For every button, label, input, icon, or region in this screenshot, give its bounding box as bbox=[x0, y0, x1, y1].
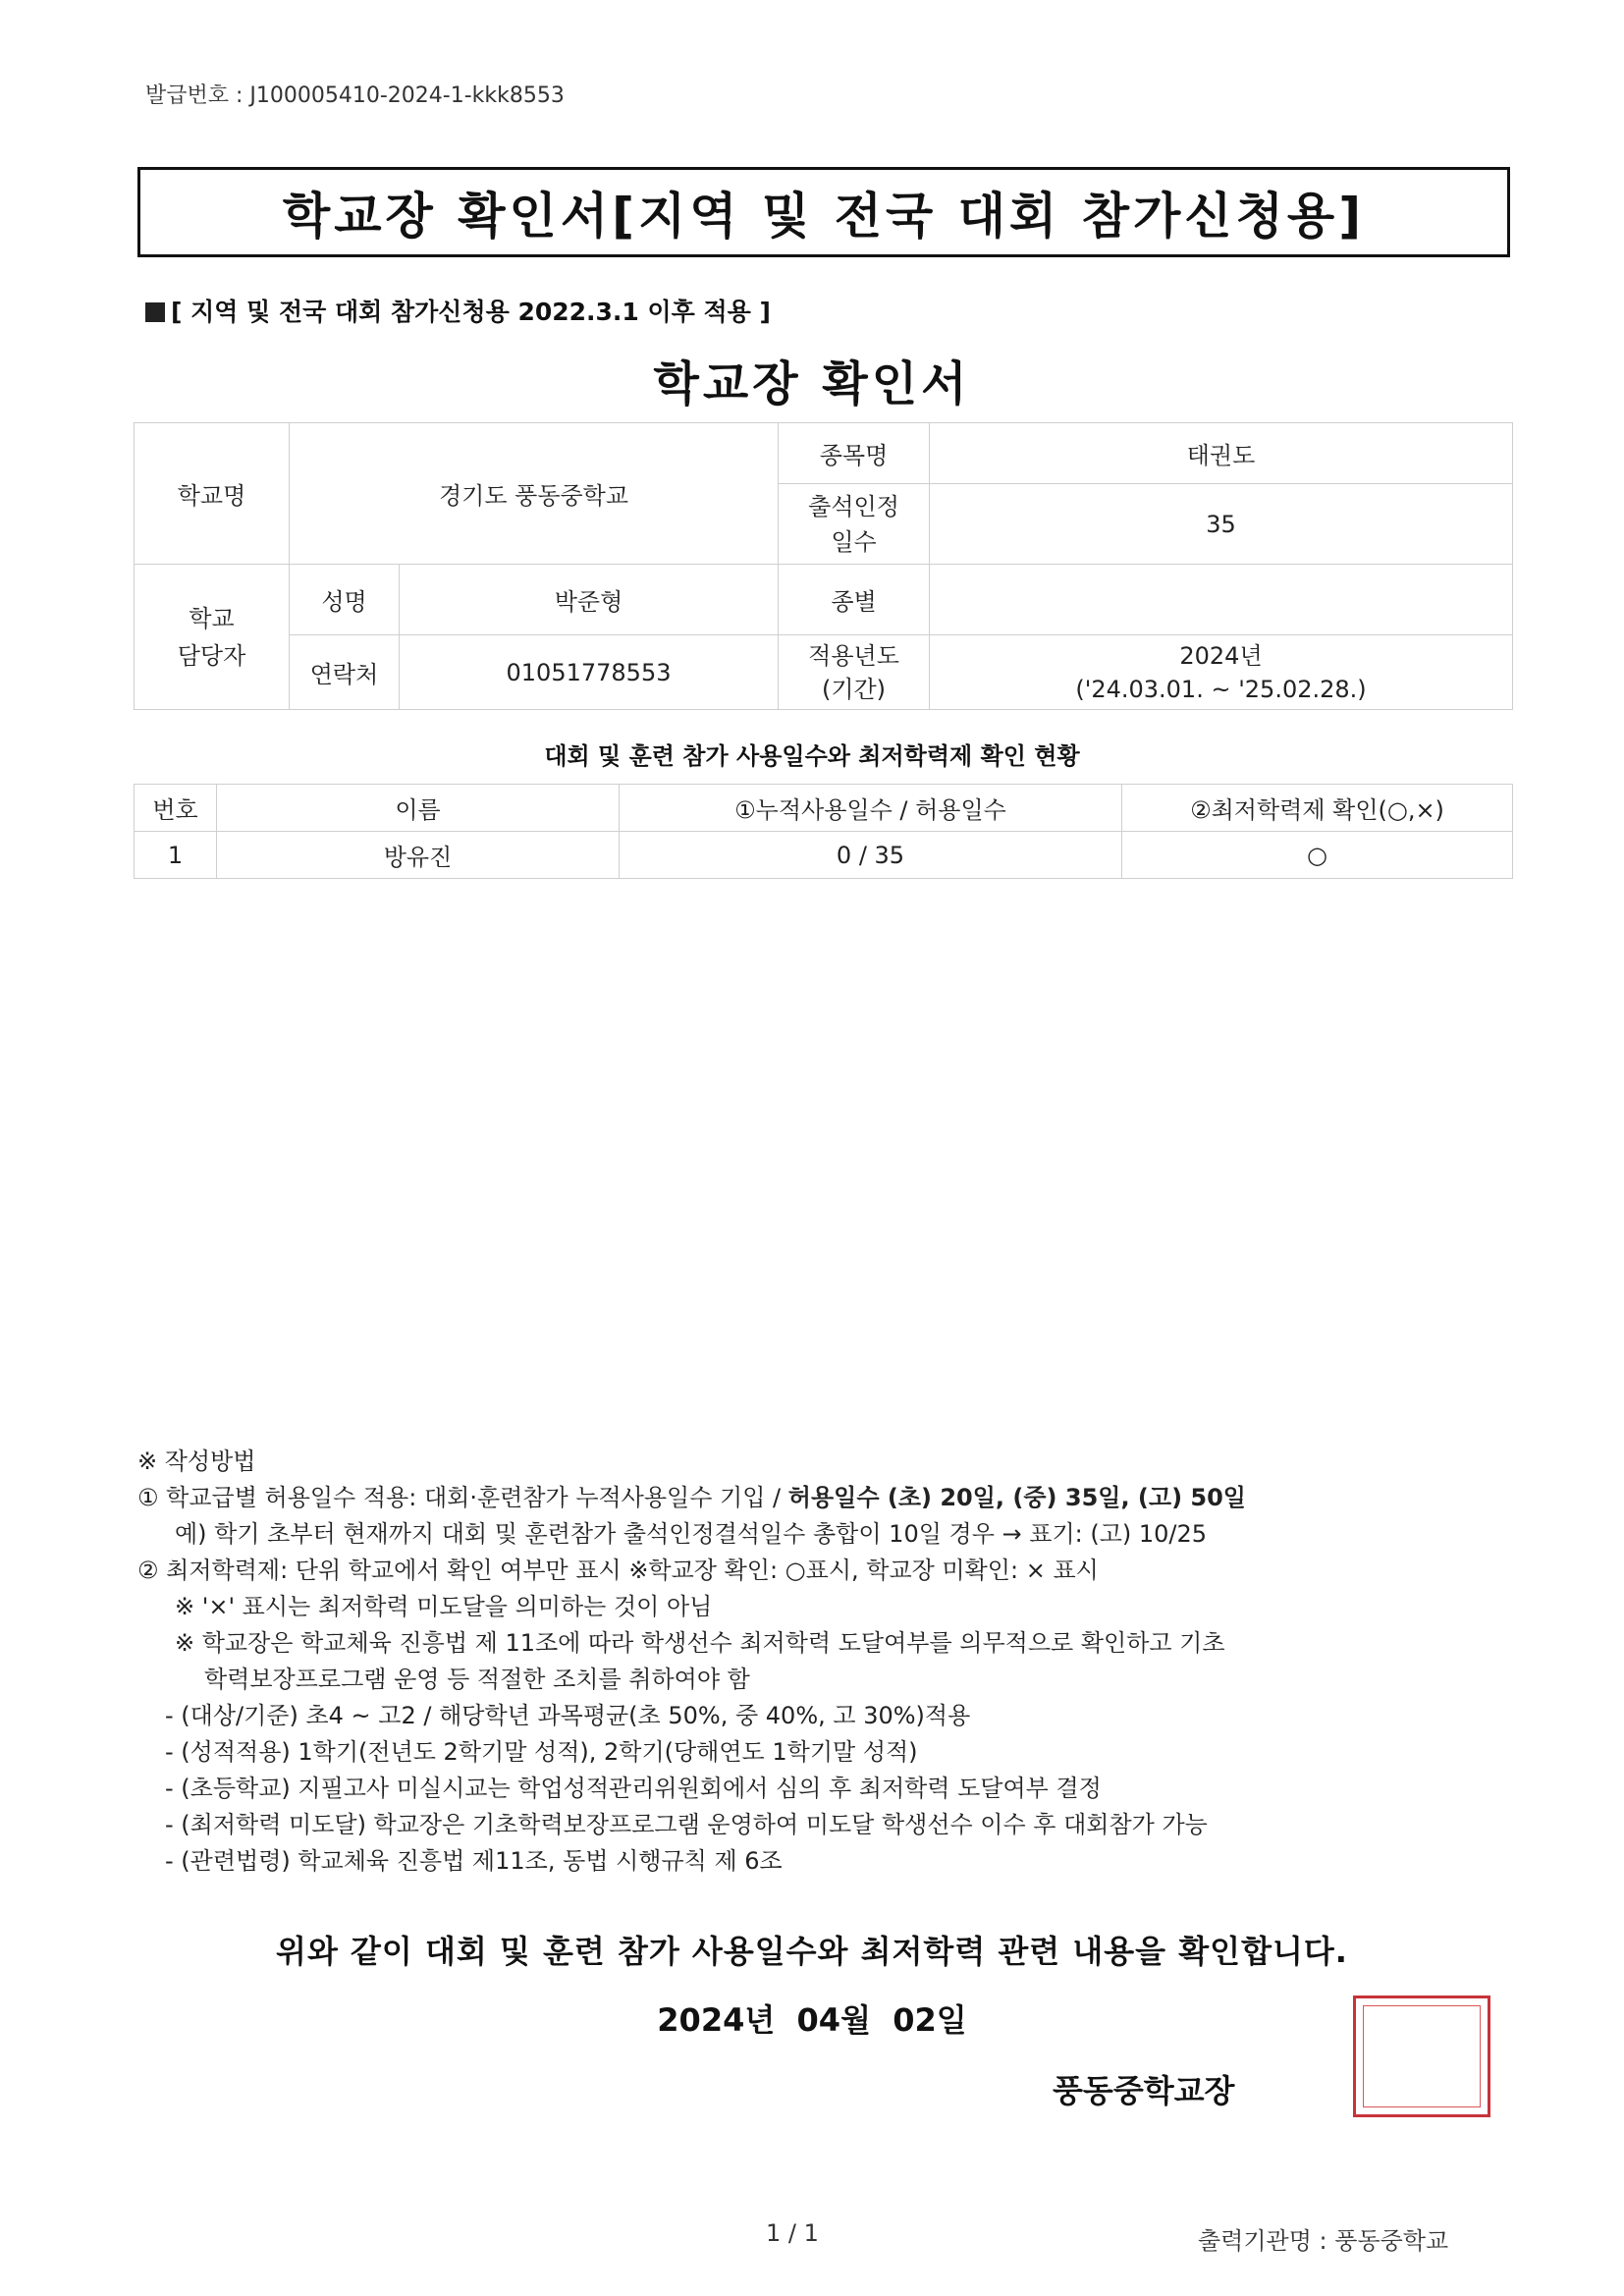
header-check: ②최저학력제 확인(○,×) bbox=[1122, 785, 1513, 832]
square-bullet-icon bbox=[145, 302, 165, 322]
main-title-box bbox=[137, 167, 1510, 257]
row-number: 1 bbox=[135, 832, 217, 879]
instruction-line-4: ※ '×' 표시는 최저학력 미도달을 의미하는 것이 아님 bbox=[175, 1593, 713, 1620]
confirmation-statement: 위와 같이 대회 및 훈련 참가 사용일수와 최저학력 관련 내용을 확인합니다. bbox=[276, 1933, 1348, 1970]
school-value: 경기도 풍동중학교 bbox=[438, 482, 629, 510]
instruction-line-1 bbox=[137, 1480, 1434, 1516]
school-label-cell bbox=[135, 423, 290, 565]
manager-label-2: 담당자 bbox=[177, 641, 246, 670]
principal-signature: 풍동중학교장 bbox=[1053, 2072, 1235, 2109]
manager-label-1: 학교 bbox=[189, 604, 235, 632]
type-label-cell bbox=[779, 565, 930, 635]
year-label-1: 적용년도 bbox=[808, 641, 899, 670]
instruction-line-11: - (관련법령) 학교체육 진흥법 제11조, 동법 시행규칙 제 6조 bbox=[165, 1847, 783, 1875]
header-days: ①누적사용일수 / 허용일수 bbox=[620, 785, 1122, 832]
instruction-line-7: - (대상/기준) 초4 ~ 고2 / 해당학년 과목평균(초 50%, 중 40%, 고 30%)적용 bbox=[165, 1702, 971, 1729]
footer-organization: 출력기관명 : 풍동중학교 bbox=[1198, 2227, 1449, 2255]
row-name: 방유진 bbox=[217, 832, 620, 879]
event-value-cell bbox=[930, 423, 1513, 484]
type-label: 종별 bbox=[831, 588, 877, 616]
year-value-2: ('24.03.01. ~ '25.02.28.) bbox=[1075, 675, 1367, 703]
manager-label-cell bbox=[135, 565, 290, 710]
name-value-cell bbox=[400, 565, 779, 635]
event-label-cell bbox=[779, 423, 930, 484]
subheading-text: [ 지역 및 전국 대회 참가신청용 2022.3.1 이후 적용 ] bbox=[171, 298, 771, 326]
document-title: 학교장 확인서 bbox=[653, 356, 971, 411]
status-table bbox=[134, 784, 1513, 879]
school-value-cell bbox=[290, 423, 779, 565]
attendance-value: 35 bbox=[1206, 510, 1236, 538]
instruction-line-5: ※ 학교장은 학교체육 진흥법 제 11조에 따라 학생선수 최저학력 도달여부를 의무적으로 확인하고 기초 bbox=[175, 1629, 1225, 1657]
year-value-1: 2024년 bbox=[1179, 641, 1263, 670]
year-label-2: (기간) bbox=[821, 675, 887, 703]
instruction-line-6: 학력보장프로그램 운영 등 적절한 조치를 취하여야 함 bbox=[204, 1666, 750, 1693]
contact-label-cell bbox=[290, 635, 400, 710]
status-header-row bbox=[135, 785, 1513, 832]
issue-number: 발급번호 : J100005410-2024-1-kkk8553 bbox=[145, 83, 565, 108]
header-name: 이름 bbox=[217, 785, 620, 832]
row-check: ○ bbox=[1122, 832, 1513, 879]
contact-label: 연락처 bbox=[309, 661, 379, 688]
type-value-cell bbox=[930, 565, 1513, 635]
name-label: 성명 bbox=[321, 588, 367, 616]
seal-inner-border bbox=[1363, 2005, 1481, 2107]
instruction-line-1a: ① 학교급별 허용일수 적용: 대회·훈련참가 누적사용일수 기입 / bbox=[137, 1484, 788, 1511]
instructions-title: ※ 작성방법 bbox=[137, 1448, 256, 1475]
year-label-cell bbox=[779, 635, 930, 710]
official-seal-stamp bbox=[1353, 1995, 1490, 2117]
table-row bbox=[135, 832, 1513, 879]
instruction-line-2: 예) 학기 초부터 현재까지 대회 및 훈련참가 출석인정결석일수 총합이 10일 경우 → 표기: (고) 10/25 bbox=[175, 1520, 1208, 1548]
row-days: 0 / 35 bbox=[620, 832, 1122, 879]
instruction-line-3: ② 최저학력제: 단위 학교에서 확인 여부만 표시 ※학교장 확인: ○표시, 학교장 미확인: × 표시 bbox=[137, 1557, 1099, 1584]
status-title: 대회 및 훈련 참가 사용일수와 최저학력제 확인 현황 bbox=[544, 742, 1080, 770]
page-number: 1 / 1 bbox=[766, 2219, 819, 2247]
name-value: 박준형 bbox=[554, 588, 623, 616]
year-value-cell bbox=[930, 635, 1513, 710]
attendance-label-cell bbox=[779, 484, 930, 565]
instruction-line-8: - (성적적용) 1학기(전년도 2학기말 성적), 2학기(당해연도 1학기말 성적) bbox=[165, 1738, 918, 1766]
instruction-line-9: - (초등학교) 지필고사 미실시교는 학업성적관리위원회에서 심의 후 최저학력 도달여부 결정 bbox=[165, 1775, 1102, 1802]
school-label: 학교명 bbox=[177, 482, 246, 510]
name-label-cell bbox=[290, 565, 400, 635]
info-table bbox=[134, 422, 1513, 710]
instructions bbox=[137, 1444, 1434, 1880]
contact-value: 01051778553 bbox=[506, 658, 672, 686]
attendance-label-1: 출석인정 bbox=[808, 492, 899, 520]
attendance-label-2: 일수 bbox=[831, 527, 877, 556]
issue-date: 2024년 04월 02일 bbox=[657, 2001, 967, 2039]
event-value: 태권도 bbox=[1186, 442, 1256, 469]
instruction-line-1b: 허용일수 (초) 20일, (중) 35일, (고) 50일 bbox=[787, 1484, 1246, 1511]
header-number: 번호 bbox=[135, 785, 217, 832]
subheading bbox=[145, 293, 771, 328]
instruction-line-10: - (최저학력 미도달) 학교장은 기초학력보장프로그램 운영하여 미도달 학생선수 이수 후 대회참가 가능 bbox=[165, 1811, 1208, 1838]
contact-value-cell bbox=[400, 635, 779, 710]
event-label: 종목명 bbox=[819, 442, 889, 469]
attendance-value-cell bbox=[930, 484, 1513, 565]
main-title: 학교장 확인서[지역 및 전국 대회 참가신청용] bbox=[282, 188, 1366, 245]
